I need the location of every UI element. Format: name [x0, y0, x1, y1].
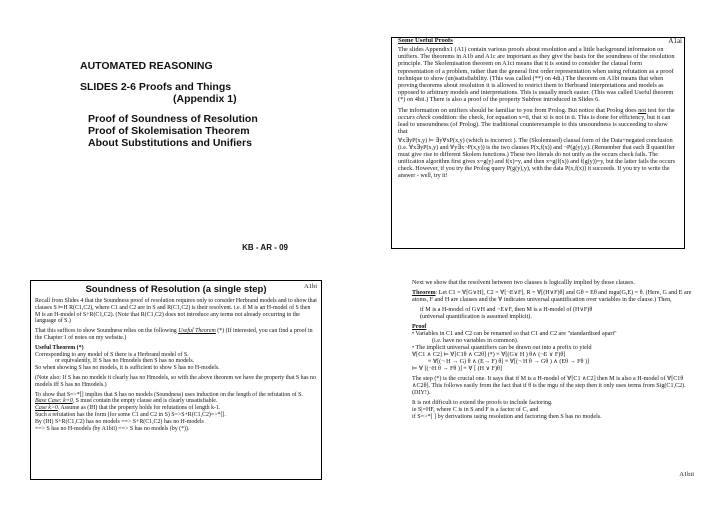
useful-theorem: Useful Theorem (*) Corresponding to any model of S there is a Herbrand model of S. or equivalently, If S has no Hmodels then S has no models. So when showing S has no models, it is sufficient to show S has no H-models. — [35, 345, 317, 372]
useful-proofs-slide — [391, 37, 685, 249]
course-title: AUTOMATED REASONING — [80, 60, 213, 72]
soundness-slide — [30, 280, 322, 480]
slide-tag: A1bi — [304, 283, 317, 290]
slide-footer: KB - AR - 09 — [242, 243, 288, 252]
paragraph: The information on unifiers should be familiar to you from Prolog. But notice that Prolog does not test for the occurs check condition: the check, for equation x=ti, that xi is not in ti. This is done for efficiency, but it can lead to unsoundness (of Prolog). The traditional counterexample to this unsoundness is succeeding to show that — [398, 106, 675, 136]
topic-item: Proof of Skolemisation Theorem — [88, 125, 250, 137]
proof: Proof • Variables in C1 and C2 can be renamed so that C1 and C2 are "standardised apart" (i.e. have no variables in common). • The implicit universal quantifiers can be drawn out into a prefix to yield ∀[C1 ∧ C2] ⊨ ∀[C1θ ∧ C2θ] (*) ≡ ∀[(G∨ H ) θ∧ (¬E ∨ F)θ] ≡ ∀[(¬ H → G) θ ∧ (E→ F) θ] ≡ ∀[(¬ H θ → Gθ ) ∧ (Eθ → Fθ )] ⊨ ∀ [(¬H θ → Fθ )] ≡ ∀ [ (H ∨ F)θ] — [412, 324, 617, 372]
resolvent-slide — [406, 277, 698, 480]
topic-item: About Substitutions and Unifiers — [88, 137, 252, 149]
theorem-statement: if M is a H-model of G∨H and ¬E∨F, then M is a H-model of (H∨F)θ (universal quantification is assumed implicit). — [420, 307, 593, 320]
paragraph: Next we show that the resolvent between two clauses is logicallly implied by those clauses. — [412, 280, 635, 286]
topics-list — [88, 113, 288, 149]
title-slide — [60, 50, 290, 250]
slide-tag: A1bii — [679, 471, 694, 478]
paragraph: The step (*) is the crucial one. It says that if M is a H-model of ∀[C1 ∧C2] then M is also a H-model of ∀[C1θ ∧C2θ]. This follows easily from the fact that if θ is the mgu of the step then it only uses terms from Sig(C1,C2). (DIY!). — [412, 376, 686, 396]
slide-heading: Some Useful Proofs — [398, 37, 453, 44]
theorem-heading: Useful Theorem (*) — [35, 344, 84, 351]
slide-title: Soundness of Resolution (a single step) — [85, 284, 267, 295]
paragraph: Recall from Slides 4 that the Soundness proof of resolution requires only to consider Herbrand models and to show that clauses S ⊨H R(C1,C2), where C1 and C2 are in S and R(C1,C2) is their resolvent. i.e. if M is an H-model of S then M is an H-model of S+R(C1,C2). (Note that R(C1,C2) does not introduce any terms not already occurring in the language of S.) — [35, 298, 317, 325]
paragraph: It is not difficult to extend the proofs to include factoring. ie S|=HF, where C is in S and F is a factor of C, and if S=>*[ ] by derivations using resolution and factoring then S has no models. — [412, 400, 602, 420]
paragraph: The slides Appendix1 (A1) contain various proofs about resolution and a little background informaton on unifiers. The theorems in A1b and A1c are important as they give the basis for the soundness of the resolution principle. The Skolemisation theorem on A1ci means that it is sound to consider the clausal form representation of a problem, rather than the general first order representation when using refutation as a proof technique to show (un)satisfiability. (This was called (**) on 4di.) The theorem on A1bi means that when proving theorems about resolution it is allowed to restrict them to Herbrand interpretations and models as opposed to arbitrary models and interpretations. This is usually much easier. (This was called Useful theorem (*) on 4bii.) There is also a proof of the property Subfree introduced in Slides 6. — [398, 46, 675, 104]
paragraph: That this suffices to show Soundness relies on the following Useful Theorem (*) (If interested, you can find a proof in the Chapter 1 of notes on my website.) — [35, 328, 313, 341]
induction-proof: To show that S=>*[] implies that S has no models (Soundness) uses induction on the length of the refutation of S. Base Case: k=0, S must contain the empty clause and is clearly unsatisfiable. Case k>0. Assume as (IH) that the property holds for refutations of length k-1. Such a refutation has the form (for some C1 and C2 in S) S=>S+R(C1,C2)=>*[]. By (IH) S+R(C1,C2) has no models ==> S+R(C1,C2) has no H-models ==> S has no H-models (by A1bii) ==> S has no models (by (*)). — [35, 391, 303, 432]
topic-item: Proof of Soundness of Resolution — [88, 113, 258, 125]
theorem: Theorem: Let C1 = ∀[G∨H], C2 = ∀[¬E∨F], R = ∀[(H∨F)θ] and Gθ = Eθ and mgu(G,E) = θ. (Here, G and E are atoms, F and H are clauses and the ∀ indicates universal quantification over variables in the clause.) Then, — [412, 290, 692, 303]
paragraph: (Note also: If S has no models it clearly has no Hmodels, so with the above theorem we have the property that S has no models iff S has no Hmodels.) — [35, 374, 316, 388]
paragraph: ∀x∃yP(x,y) ⊨ ∃y∀xP(x,y) (which is incorrect ). The (Skolemised) clausal form of the Data+negated conclusion (i.e. ∀x∃yP(x,y) and ∀y∃x¬P(x,y)) is the two clauses P(x,f(x)) and ¬P(g(y),y). (Remember that each ∃ quantifier must give rise to different Skolem functions.) These two literals do not unify as the occurs check fails. The unification algorithm first gives x=g(y) and f(x)=y, and then x=g(f(x)) and f(g(y))=y, but the latter fails the occurs check. However, if you try the Prolog query P(g(y),y), with the data P(x,f(x)) it succeeds. If you try to write the answer - well, try it! — [398, 138, 676, 180]
slides-title: SLIDES 2-6 Proofs and Things — [80, 81, 232, 93]
slide-tag: A1ai — [668, 37, 682, 45]
appendix-label: (Appendix 1) — [173, 93, 237, 105]
